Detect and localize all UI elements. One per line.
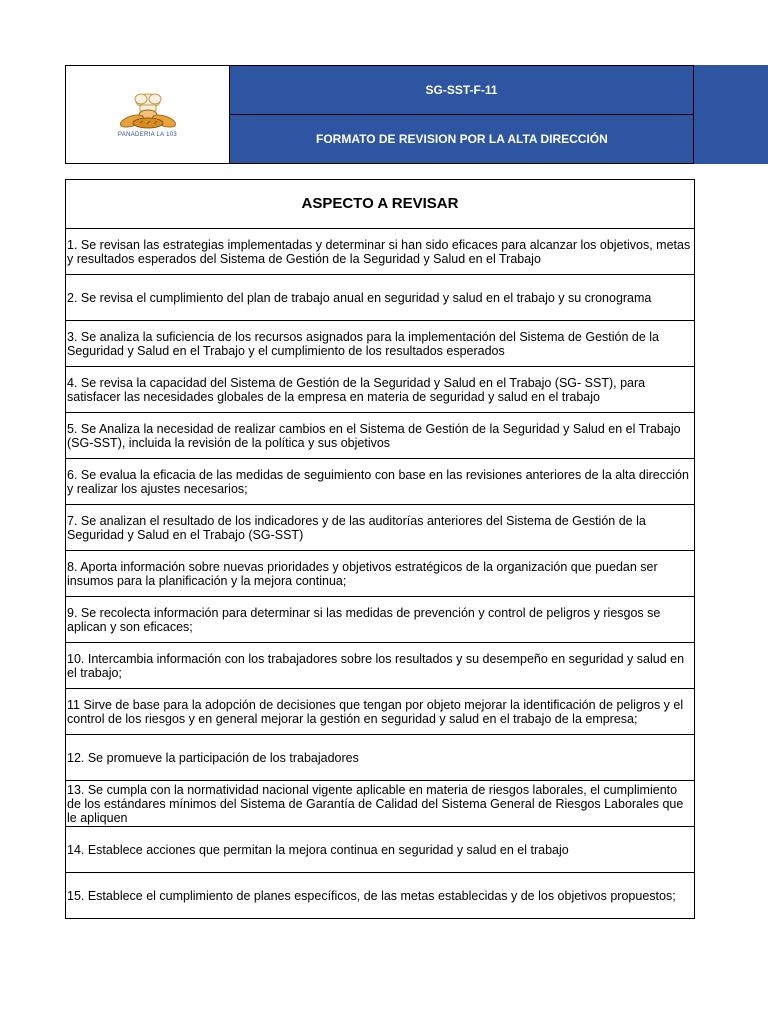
document-header (65, 65, 694, 164)
aspect-cell: 7. Se analizan el resultado de los indicadores y de las auditorías anteriores del Sistema de Gestión de la Seguridad y Salud en el Trabajo (SG-SST) (66, 505, 695, 551)
aspect-cell: 6. Se evalua la eficacia de las medidas de seguimiento con base en las revisiones anteriores de la alta dirección y realizar los ajustes necesarios; (66, 459, 695, 505)
aspect-cell: 12. Se promueve la participación de los trabajadores (66, 735, 695, 781)
table-row (66, 597, 695, 643)
table-row (66, 689, 695, 735)
aspect-cell: 15. Establece el cumplimiento de planes específicos, de las metas establecidas y de los objetivos propuestos; (66, 873, 695, 919)
aspect-cell: 14. Establece acciones que permitan la mejora continua en seguridad y salud en el trabajo (66, 827, 695, 873)
aspect-cell: 11 Sirve de base para la adopción de decisiones que tengan por objeto mejorar la identificación de peligros y el control de los riesgos y en general mejorar la gestión en seguridad y salud en el trabajo de la empresa; (66, 689, 695, 735)
bakery-logo-icon (118, 92, 178, 130)
table-row (66, 827, 695, 873)
aspect-cell: 9. Se recolecta información para determinar si las medidas de prevención y control de peligros y riesgos se aplican y son eficaces; (66, 597, 695, 643)
aspect-cell: 3. Se analiza la suficiencia de los recursos asignados para la implementación del Sistema de Gestión de la Seguridad y Salud en el Trabajo y el cumplimiento de los resultados esperados (66, 321, 695, 367)
document-title: FORMATO DE REVISION POR LA ALTA DIRECCIÓN (230, 115, 693, 163)
header-right (230, 66, 693, 163)
aspect-cell: 4. Se revisa la capacidad del Sistema de Gestión de la Seguridad y Salud en el Trabajo (SG- SST), para satisfacer las necesidades globales de la empresa en materia de seguridad y salud en el trabajo (66, 367, 695, 413)
aspect-cell: 1. Se revisan las estrategias implementadas y determinar si han sido eficaces para alcanzar los objetivos, metas y resultados esperados del Sistema de Gestión de la Seguridad y Salud en el Trabajo (66, 229, 695, 275)
table-row (66, 781, 695, 827)
table-row (66, 459, 695, 505)
aspect-cell: 5. Se Analiza la necesidad de realizar cambios en el Sistema de Gestión de la Seguridad y Salud en el Trabajo (SG-SST), incluida la revisión de la política y sus objetivos (66, 413, 695, 459)
table-row (66, 643, 695, 689)
logo-text: PANADERIA LA 103 (117, 131, 178, 138)
table-row (66, 275, 695, 321)
document-code: SG-SST-F-11 (230, 66, 693, 115)
table-row (66, 229, 695, 275)
header-blue-extension (694, 65, 768, 164)
table-row (66, 367, 695, 413)
aspects-table (65, 179, 695, 919)
aspect-cell: 8. Aporta información sobre nuevas prioridades y objetivos estratégicos de la organización que puedan ser insumos para la planificación y la mejora continua; (66, 551, 695, 597)
table-row (66, 735, 695, 781)
aspect-cell: 13. Se cumpla con la normatividad nacional vigente aplicable en materia de riesgos laborales, el cumplimiento de los estándares mínimos del Sistema de Garantía de Calidad del Sistema General de Riesgos Laborales que le apliquen (66, 781, 695, 827)
table-header-row (66, 180, 695, 229)
table-row (66, 873, 695, 919)
table-row (66, 321, 695, 367)
table-row (66, 505, 695, 551)
table-heading: ASPECTO A REVISAR (66, 180, 695, 229)
table-row (66, 551, 695, 597)
aspect-cell: 2. Se revisa el cumplimiento del plan de trabajo anual en seguridad y salud en el trabajo y su cronograma (66, 275, 695, 321)
table-row (66, 413, 695, 459)
aspect-cell: 10. Intercambia información con los trabajadores sobre los resultados y su desempeño en seguridad y salud en el trabajo; (66, 643, 695, 689)
logo-cell (66, 66, 230, 163)
